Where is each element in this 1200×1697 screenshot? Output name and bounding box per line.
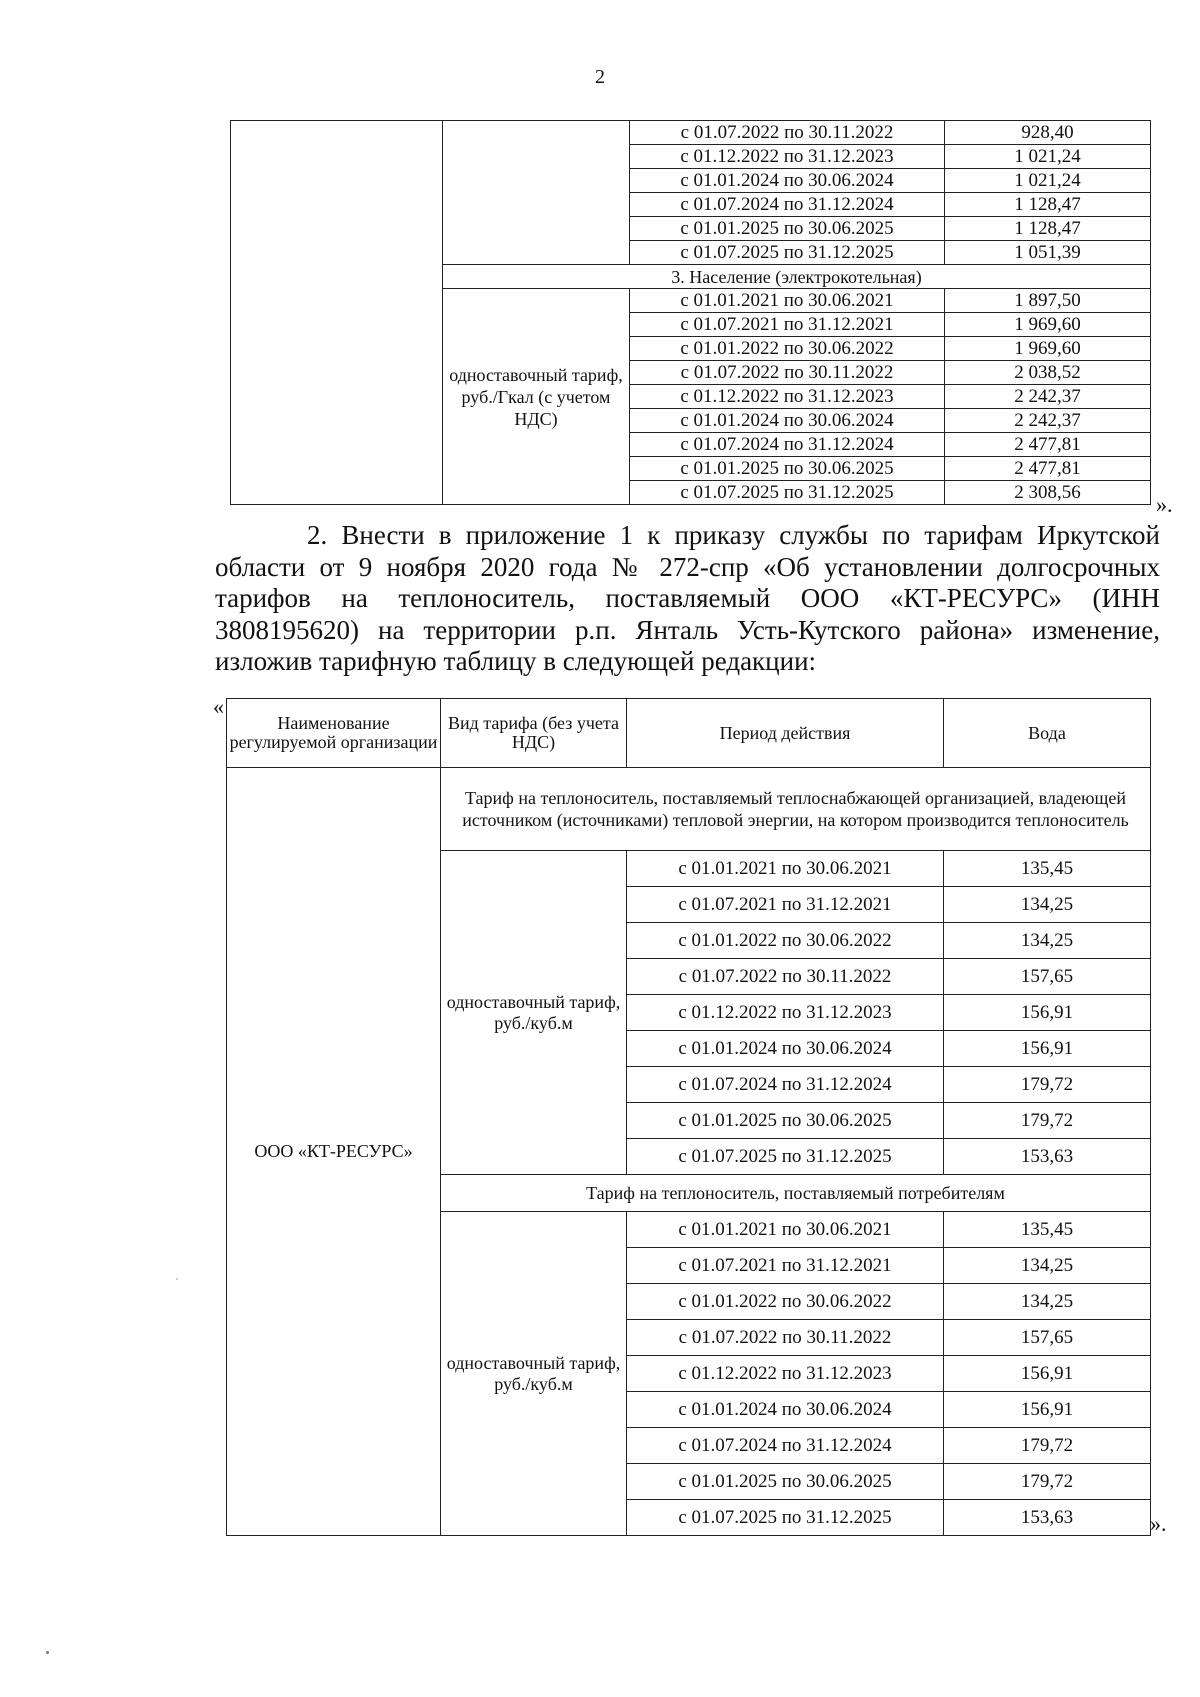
period-cell: с 01.07.2024 по 31.12.2024 xyxy=(627,1428,944,1464)
period-cell: с 01.12.2022 по 31.12.2023 xyxy=(630,385,945,409)
value-cell: 2 477,81 xyxy=(945,433,1151,457)
period-cell: с 01.01.2024 по 30.06.2024 xyxy=(630,169,945,193)
scan-speck xyxy=(46,1651,49,1654)
period-cell: с 01.07.2022 по 30.11.2022 xyxy=(630,121,945,145)
period-cell: с 01.01.2025 по 30.06.2025 xyxy=(627,1464,944,1500)
amendment-paragraph: 2. Внести в приложение 1 к приказу службы по тарифам Иркутской области от 9 ноября 2020 года № 272-спр «Об установлении долгосрочных тарифов на теплоноситель, поставляемый ООО «КТ-РЕСУРС» (ИНН 3808195620) на территории р.п. Янталь Усть-Кутского района» изменение, изложив тарифную таблицу в следующей редакции: xyxy=(215,520,1160,676)
org-cell-empty xyxy=(231,121,443,505)
page-number: 2 xyxy=(595,66,605,88)
period-cell: с 01.07.2022 по 30.11.2022 xyxy=(627,959,944,995)
section-title: 3. Население (электрокотельная) xyxy=(443,265,1151,289)
value-cell: 1 128,47 xyxy=(945,217,1151,241)
value-cell: 156,91 xyxy=(944,1356,1151,1392)
section-title: Тариф на теплоноситель, поставляемый потребителям xyxy=(441,1175,1151,1212)
value-cell: 928,40 xyxy=(945,121,1151,145)
value-cell: 153,63 xyxy=(944,1500,1151,1536)
value-cell: 2 242,37 xyxy=(945,385,1151,409)
header-tariff-type: Вид тарифа (без учета НДС) xyxy=(441,699,627,768)
header-org: Наименование регулируемой организации xyxy=(227,699,441,768)
period-cell: с 01.07.2021 по 31.12.2021 xyxy=(627,887,944,923)
scan-speck xyxy=(176,1278,178,1280)
tariff-kind-cell: одноставочный тариф, руб./куб.м xyxy=(441,851,627,1175)
period-cell: с 01.07.2022 по 30.11.2022 xyxy=(627,1320,944,1356)
period-cell: с 01.01.2022 по 30.06.2022 xyxy=(627,923,944,959)
period-cell: с 01.01.2024 по 30.06.2024 xyxy=(627,1392,944,1428)
value-cell: 1 897,50 xyxy=(945,289,1151,313)
period-cell: с 01.01.2025 по 30.06.2025 xyxy=(630,457,945,481)
period-cell: с 01.01.2025 по 30.06.2025 xyxy=(627,1103,944,1139)
value-cell: 1 128,47 xyxy=(945,193,1151,217)
value-cell: 134,25 xyxy=(944,923,1151,959)
tariff-kind-cell: одноставочный тариф, руб./Гкал (с учетом НДС) xyxy=(443,289,630,505)
value-cell: 1 969,60 xyxy=(945,337,1151,361)
period-cell: с 01.07.2022 по 30.11.2022 xyxy=(630,361,945,385)
header-row xyxy=(227,699,1151,768)
period-cell: с 01.07.2025 по 31.12.2025 xyxy=(630,241,945,265)
table-row xyxy=(231,121,1151,145)
value-cell: 1 051,39 xyxy=(945,241,1151,265)
period-cell: с 01.12.2022 по 31.12.2023 xyxy=(627,1356,944,1392)
closing-quote: ». xyxy=(1150,1511,1167,1536)
value-cell: 2 308,56 xyxy=(945,481,1151,505)
value-cell: 179,72 xyxy=(944,1464,1151,1500)
period-cell: с 01.12.2022 по 31.12.2023 xyxy=(627,995,944,1031)
opening-quote: « xyxy=(213,694,224,719)
period-cell: с 01.01.2024 по 30.06.2024 xyxy=(630,409,945,433)
value-cell: 157,65 xyxy=(944,1320,1151,1356)
period-cell: с 01.01.2022 по 30.06.2022 xyxy=(627,1284,944,1320)
period-cell: с 01.07.2025 по 31.12.2025 xyxy=(627,1500,944,1536)
value-cell: 134,25 xyxy=(944,1248,1151,1284)
tariff-kind-cell-empty xyxy=(443,121,630,265)
table-row xyxy=(227,768,1151,851)
value-cell: 179,72 xyxy=(944,1103,1151,1139)
value-cell: 134,25 xyxy=(944,887,1151,923)
header-water: Вода xyxy=(944,699,1151,768)
value-cell: 1 021,24 xyxy=(945,169,1151,193)
period-cell: с 01.01.2021 по 30.06.2021 xyxy=(630,289,945,313)
value-cell: 2 477,81 xyxy=(945,457,1151,481)
period-cell: с 01.07.2024 по 31.12.2024 xyxy=(630,193,945,217)
period-cell: с 01.12.2022 по 31.12.2023 xyxy=(630,145,945,169)
value-cell: 1 021,24 xyxy=(945,145,1151,169)
period-cell: с 01.01.2024 по 30.06.2024 xyxy=(627,1031,944,1067)
org-name-cell: ООО «КТ-РЕСУРС» xyxy=(227,768,441,1536)
value-cell: 2 038,52 xyxy=(945,361,1151,385)
value-cell: 135,45 xyxy=(944,851,1151,887)
tariff-table xyxy=(226,698,1151,1536)
period-cell: с 01.07.2024 по 31.12.2024 xyxy=(630,433,945,457)
closing-quote: ». xyxy=(1156,492,1173,517)
value-cell: 153,63 xyxy=(944,1139,1151,1175)
value-cell: 157,65 xyxy=(944,959,1151,995)
period-cell: с 01.07.2025 по 31.12.2025 xyxy=(630,481,945,505)
value-cell: 2 242,37 xyxy=(945,409,1151,433)
value-cell: 156,91 xyxy=(944,1031,1151,1067)
period-cell: с 01.07.2025 по 31.12.2025 xyxy=(627,1139,944,1175)
period-cell: с 01.07.2021 по 31.12.2021 xyxy=(630,313,945,337)
tariff-kind-cell: одноставочный тариф, руб./куб.м xyxy=(441,1212,627,1536)
period-cell: с 01.01.2025 по 30.06.2025 xyxy=(630,217,945,241)
tariff-table-continued xyxy=(230,120,1151,505)
period-cell: с 01.01.2021 по 30.06.2021 xyxy=(627,1212,944,1248)
value-cell: 179,72 xyxy=(944,1067,1151,1103)
value-cell: 1 969,60 xyxy=(945,313,1151,337)
value-cell: 135,45 xyxy=(944,1212,1151,1248)
period-cell: с 01.01.2021 по 30.06.2021 xyxy=(627,851,944,887)
section-title: Тариф на теплоноситель, поставляемый теплоснабжающей организацией, владеющей источником (источниками) тепловой энергии, на котором производится теплоноситель xyxy=(441,768,1151,851)
period-cell: с 01.07.2024 по 31.12.2024 xyxy=(627,1067,944,1103)
value-cell: 179,72 xyxy=(944,1428,1151,1464)
value-cell: 134,25 xyxy=(944,1284,1151,1320)
value-cell: 156,91 xyxy=(944,1392,1151,1428)
period-cell: с 01.01.2022 по 30.06.2022 xyxy=(630,337,945,361)
header-period: Период действия xyxy=(627,699,944,768)
period-cell: с 01.07.2021 по 31.12.2021 xyxy=(627,1248,944,1284)
value-cell: 156,91 xyxy=(944,995,1151,1031)
